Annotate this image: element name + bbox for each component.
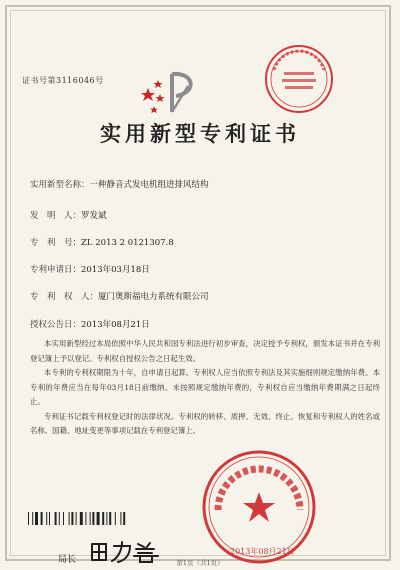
patent-office-emblem-icon xyxy=(138,66,204,120)
barcode-bar xyxy=(102,512,104,525)
director-label: 局长 xyxy=(58,555,77,565)
barcode-bar xyxy=(92,512,94,525)
utility-model-name-value: 一种静音式发电机组进排风结构 xyxy=(89,180,209,190)
body-paragraph: 专利证书记载专利权登记时的法律状况。专利权的转移、质押、无效、终止、恢复和专利权人的姓名或名称、国籍、地址变更等事项记载在专利登记簿上。 xyxy=(30,411,380,435)
certificate-title: 实用新型专利证书 xyxy=(100,121,300,146)
barcode xyxy=(28,512,158,525)
barcode-bar xyxy=(85,512,86,525)
inventor-value: 罗发斌 xyxy=(81,211,107,221)
certificate-body xyxy=(30,337,380,439)
patent-number-label: 专 利 号： xyxy=(30,238,82,248)
barcode-bar xyxy=(59,512,60,525)
body-paragraph: 本实用新型经过本局依照中华人民共和国专利法进行初步审查，决定授予专利权，颁发本证书并在专利登记簿上予以登记。专利权自授权公告之日起生效。 xyxy=(30,339,380,363)
patent-number-value: ZL 2013 2 0121307.8 xyxy=(81,238,174,248)
filing-date-value: 2013年03月18日 xyxy=(81,265,150,275)
barcode-bar xyxy=(32,512,33,525)
grant-date-row xyxy=(30,318,150,330)
barcode-bar xyxy=(80,512,83,525)
barcode-bar xyxy=(41,512,43,525)
barcode-bar xyxy=(115,512,116,525)
barcode-bar xyxy=(106,512,107,525)
seal-date: 2013年08月21日 xyxy=(230,547,295,556)
inventor-label: 发 明 人： xyxy=(30,211,82,221)
top-seal-stamp xyxy=(262,42,336,116)
barcode-bar xyxy=(76,512,77,525)
barcode-bar xyxy=(90,512,91,525)
barcode-bar xyxy=(71,512,73,525)
filing-date-row xyxy=(30,263,150,275)
barcode-bar xyxy=(120,512,121,525)
grant-date-value: 2013年08月21日 xyxy=(81,320,150,330)
barcode-bar xyxy=(69,512,70,525)
patent-number-row xyxy=(30,236,174,248)
barcode-bar xyxy=(49,512,50,525)
barcode-bar xyxy=(35,512,38,525)
body-paragraph: 本专利的专利权期限为十年，自申请日起算。专利权人应当依照专利法及其实施细则规定缴纳年费。本专利的年费应当在每年03月18日前缴纳。未按照规定缴纳年费的，专利权自应当缴纳年费期满之日起终止。 xyxy=(30,368,380,406)
filing-date-label: 专利申请日： xyxy=(30,265,82,275)
barcode-bar xyxy=(28,512,29,525)
utility-model-name-row xyxy=(30,178,209,190)
barcode-bar xyxy=(123,512,125,525)
barcode-bar xyxy=(97,512,100,525)
utility-model-name-label: 实用新型名称： xyxy=(30,180,90,190)
page-footer: 第1页（共1页） xyxy=(176,559,224,567)
grant-date-label: 授权公告日： xyxy=(30,320,82,330)
patentee-value: 厦门奥斯福电力系统有限公司 xyxy=(98,292,209,302)
certificate-number: 证书号第3116046号 xyxy=(22,76,104,85)
barcode-bar xyxy=(55,512,57,525)
barcode-bar xyxy=(46,512,47,525)
inventor-row xyxy=(30,209,107,221)
barcode-bar xyxy=(63,512,64,525)
patentee-label: 专 利 权 人： xyxy=(30,292,99,302)
patentee-row xyxy=(30,290,209,302)
barcode-bar xyxy=(109,512,111,525)
